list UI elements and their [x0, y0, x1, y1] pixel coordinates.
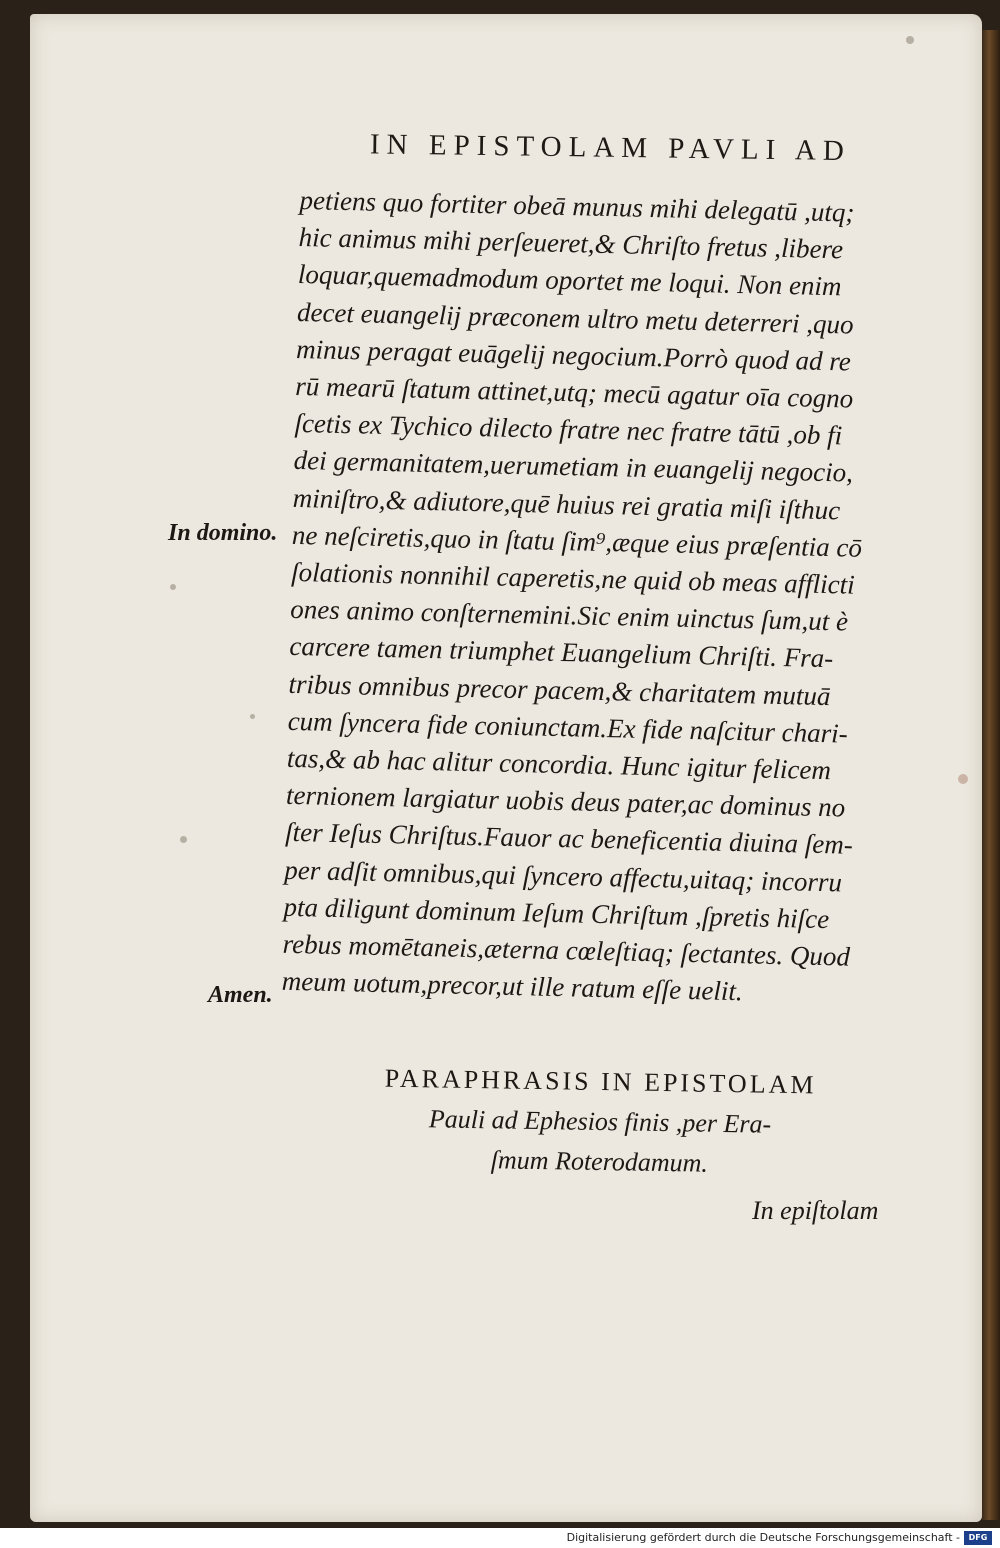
- footer-credit: Digitalisierung gefördert durch die Deutsche Forschungsgemeinschaft -: [566, 1531, 960, 1544]
- text-line: meum uotum,precor,ut ille ratum eſſe uelit.: [281, 966, 744, 1007]
- text-line: petiens quo fortiter obeā munus mihi delegatū ,utq;: [299, 184, 855, 228]
- text-line: ſolationis nonnihil caperetis,ne quid ob meas afflicti: [290, 556, 856, 600]
- text-line: carcere tamen triumphet Euangelium Chriſti. Fra-: [289, 631, 834, 674]
- text-line: hic animus mihi perſeueret,& Chriſto fretus ,libere: [298, 222, 844, 265]
- text-line: loquar,quemadmodum oportet me loqui. Non enim: [297, 259, 842, 302]
- colophon-line: Pauli ad Ephesios finis ,per Era-: [428, 1104, 772, 1139]
- body-text: [281, 182, 949, 1015]
- text-line: rebus momētaneis,æterna cœleſtiaq; ſectantes. Quod: [282, 928, 851, 972]
- margin-note-in-domino: In domino.: [168, 520, 278, 546]
- colophon-line: ſmum Roterodamum.: [490, 1145, 709, 1178]
- text-line: ternionem largiatur uobis deus pater,ac dominus no: [285, 780, 846, 823]
- text-line: dei germanitatem,uerumetiam in euangelij negocio,: [293, 445, 854, 489]
- text-line: decet euangelij præconem ultro metu deterreri ,quo: [296, 296, 854, 340]
- text-line: pta diligunt dominum Ieſum Chriſtum ,ſpretis hiſce: [283, 891, 830, 935]
- text-line: tas,& ab hac alitur concordia. Hunc igitur felicem: [286, 742, 832, 786]
- colophon-title: PARAPHRASIS IN EPISTOLAM: [384, 1063, 817, 1100]
- text-line: minus peragat euāgelij negocium.Porrò quod ad re: [295, 333, 852, 377]
- text-line: ne neſciretis,quo in ſtatu ſim⁹,æque eius præſentia cō: [291, 519, 863, 563]
- text-line: tribus omnibus precor pacem,& charitatem mutuā: [288, 668, 831, 711]
- ink-speck: [180, 836, 187, 843]
- catchword: In epiſtolam: [752, 1196, 879, 1225]
- text-line: miniſtro,& adiutore,quē huius rei gratia miſi iſthuc: [292, 482, 841, 525]
- text-line: ones animo conſternemini.Sic enim uinctus ſum,ut è: [289, 594, 849, 637]
- footer-bar: [0, 1528, 1000, 1548]
- ink-speck: [170, 584, 176, 590]
- text-line: rū mearū ſtatum attinet,utq; mecū agatur oīa cogno: [295, 370, 854, 414]
- text-line: per adſit omnibus,qui ſyncero affectu,uitaq; incorru: [284, 854, 843, 898]
- ink-speck: [958, 774, 968, 784]
- text-line: ſcetis ex Tychico dilecto fratre nec fratre tātū ,ob fi: [294, 408, 843, 451]
- colophon: [339, 1058, 861, 1186]
- margin-note-amen: Amen.: [208, 982, 273, 1008]
- text-line: cum ſyncera fide coniunctam.Ex fide naſcitur chari-: [287, 705, 849, 749]
- book-edge: [982, 30, 1000, 1520]
- ink-speck: [906, 36, 914, 44]
- running-head: IN EPISTOLAM PAVLI AD: [369, 128, 852, 168]
- dfg-logo[interactable]: DFG: [964, 1531, 992, 1545]
- text-line: ſter Ieſus Chriſtus.Fauor ac beneficentia diuina ſem-: [284, 817, 854, 861]
- ink-speck: [250, 714, 255, 719]
